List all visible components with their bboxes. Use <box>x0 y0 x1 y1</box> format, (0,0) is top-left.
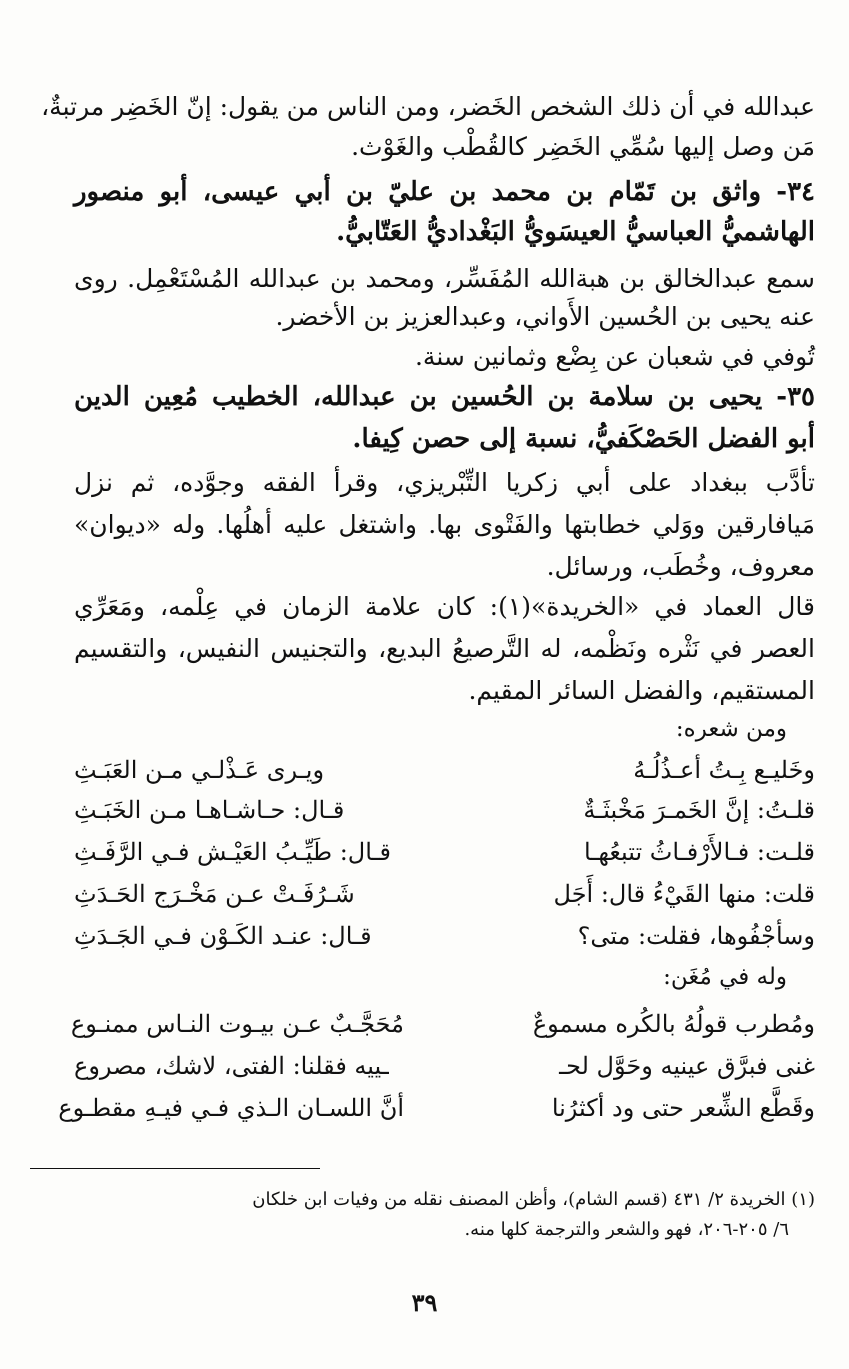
poem-intro: ومن شعره: <box>675 716 787 742</box>
verse-second-half: قـال: طَيِّـبُ العَيْـش فـي الرَّفَـثِ <box>74 838 392 866</box>
poem-intro: وله في مُغَن: <box>663 964 787 990</box>
poem-verse <box>74 834 815 870</box>
body-line: مَن وصل إليها سُمِّي الخَضِر كالقُطْب والغَوْث. <box>351 132 815 161</box>
poem-verse <box>70 1006 815 1042</box>
poem-verse <box>74 918 815 954</box>
verse-first-half: وخَليـع بِـتُ أعـذُلُـهُ <box>633 756 815 784</box>
verse-first-half: قلـتُ: إنَّ الخَمـرَ مَخْبثَـةٌ <box>583 796 815 824</box>
verse-first-half: غنى فبرَّق عينيه وحَوَّل لحـ <box>559 1052 815 1080</box>
body-line: عنه يحيى بن الحُسين الأَواني، وعبدالعزيز بن الأخضر. <box>275 302 815 331</box>
poem-verse <box>74 1048 815 1084</box>
verse-second-half: ويـرى عَـذْلـي مـن العَبَـثِ <box>74 756 325 784</box>
verse-second-half: ـييه فقلنا: الفتى، لاشك، مصروع <box>74 1052 389 1080</box>
entry-heading: أبو الفضل الحَصْكَفيُّ، نسبة إلى حصن كِيفا. <box>352 424 815 454</box>
body-line: تُوفي في شعبان عن بِضْع وثمانين سنة. <box>414 342 815 371</box>
body-line: سمع عبدالخالق بن هبةالله المُفَسِّر، ومحمد بن عبدالله المُسْتَعْمِل. روى <box>74 264 815 293</box>
body-line: تأدَّب ببغداد على أبي زكريا التِّبْريزي، وقرأ الفقه وجوَّده، ثم نزل <box>74 468 815 497</box>
body-line: معروف، وخُطَب، ورسائل. <box>546 552 815 581</box>
body-line: مَيافارقين ووَلي خطابتها والفَتْوى بها. واشتغل عليه أهلُها. وله «ديوان» <box>74 510 815 539</box>
poem-verse <box>74 876 815 912</box>
body-line: عبدالله في أن ذلك الشخص الخَضر، ومن الناس من يقول: إنّ الخَضِر مرتبةٌ، <box>41 92 815 121</box>
poem-verse <box>74 752 815 788</box>
entry-heading: ٣٤- واثق بن تَمّام بن محمد بن عليّ بن أبي عيسى، أبو منصور <box>74 177 815 207</box>
poem-verse <box>74 792 815 828</box>
verse-second-half: مُحَجَّـبٌ عـن بيـوت النـاس ممنـوع <box>70 1010 404 1038</box>
verse-second-half: أنَّ اللسـان الـذي فـي فيـهِ مقطـوع <box>58 1094 404 1122</box>
verse-second-half: شَـرُفَـتْ عـن مَخْـرَج الحَـدَثِ <box>74 880 355 908</box>
verse-first-half: قلت: منها القَيْءُ قال: أَجَل <box>553 880 815 908</box>
footnote-line: ٦/ ٢٠٥-٢٠٦، فهو والشعر والترجمة كلها منه. <box>464 1219 789 1240</box>
footnote-line: (١) الخريدة ٢/ ٤٣١ (قسم الشام)، وأظن المصنف نقله من وفيات ابن خلكان <box>252 1189 815 1210</box>
page-number: ٣٩ <box>411 1288 438 1317</box>
verse-first-half: وقَطَّع الشِّعر حتى ود أكثرُنا <box>551 1094 815 1122</box>
body-line: العصر في نَثْره ونَظْمه، له التَّرصيعُ البديع، والتجنيس النفيس، والتقسيم <box>74 634 815 663</box>
verse-first-half: ومُطرب قولُهُ بالكُره مسموعٌ <box>532 1010 815 1038</box>
entry-heading: ٣٥- يحيى بن سلامة بن الحُسين بن عبدالله، الخطيب مُعِين الدين <box>74 382 815 412</box>
verse-second-half: قـال: حـاشـاهـا مـن الخَبَـثِ <box>74 796 345 824</box>
entry-heading: الهاشميُّ العباسيُّ العيسَويُّ البَغْداديُّ العَتّابيُّ. <box>336 217 815 247</box>
poem-verse <box>58 1090 815 1126</box>
verse-second-half: قـال: عنـد الكَـوْن فـي الجَـدَثِ <box>74 922 372 950</box>
body-line: المستقيم، والفضل السائر المقيم. <box>468 676 815 705</box>
body-line: قال العماد في «الخريدة»(١): كان علامة الزمان في عِلْمه، ومَعَرِّي <box>74 592 815 621</box>
footnote-separator <box>30 1168 320 1169</box>
verse-first-half: قلـت: فـالأَرْفـاثُ تتبعُهـا <box>583 838 815 866</box>
verse-first-half: وسأجْفُوها، فقلت: متى؟ <box>577 922 815 950</box>
